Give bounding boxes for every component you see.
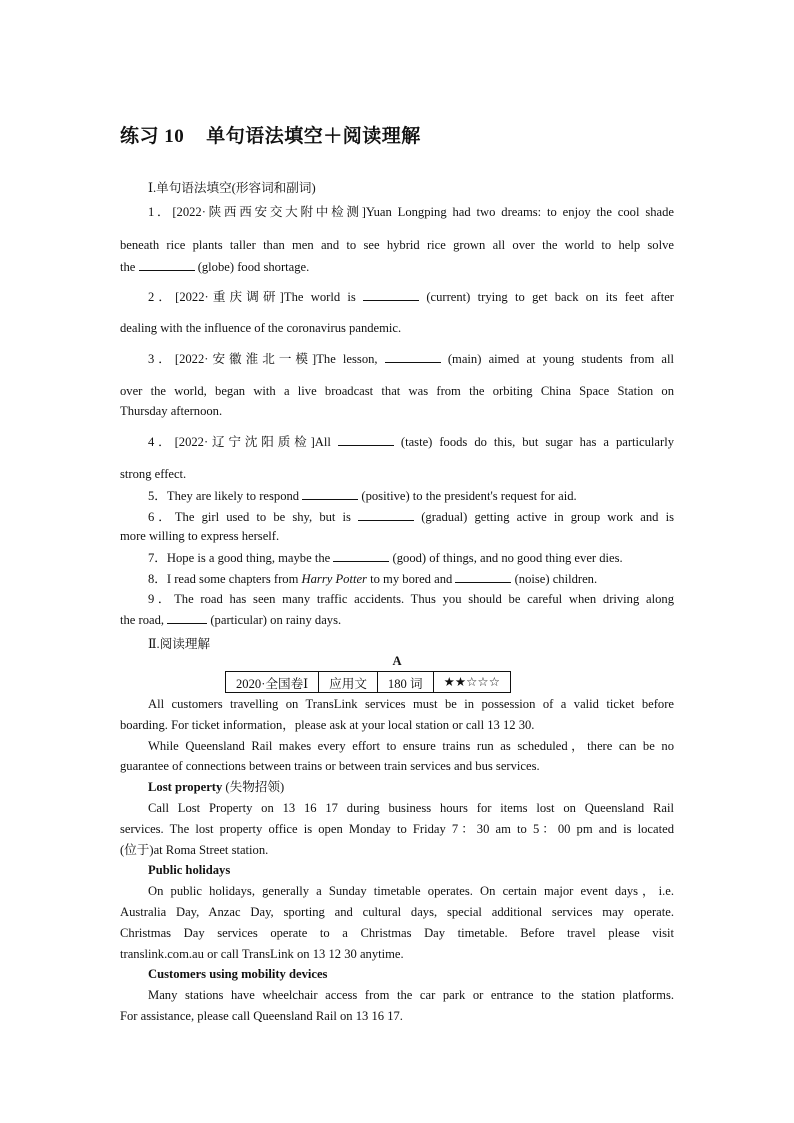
passage-p4-line2: Australia Day, Anzac Day, sporting and cultural days, special additional services may operate. [120,905,674,919]
q7-text-a: 7．Hope is a good thing, maybe the [148,551,334,565]
q8-blank[interactable] [455,571,511,583]
q9-blank[interactable] [167,612,207,624]
q9-text-a: the road, [120,613,168,627]
q9-text-b: (particular) on rainy days. [207,613,342,627]
q8-line [120,571,674,587]
heading-lost-property-en: Lost property [148,780,223,794]
q7-text-b: (good) of things, and no good thing ever dies. [389,551,623,565]
q1-text-b: (globe) food shortage. [194,260,310,274]
passage-p5-line1: Many stations have wheelchair access from the car park or entrance to the station platforms. [148,988,674,1002]
q2-blank[interactable] [363,289,419,301]
q2-text-b: (current) trying to get back on its feet after [419,290,675,304]
heading-lost-property [120,780,674,795]
passage-p4-line3: Christmas Day services operate to a Christmas Day timetable. Before travel please visit [120,926,674,940]
q1-text-a: the [120,260,139,274]
exercise-number: 练习 10 [120,126,185,147]
passage-p3-line1: Call Lost Property on 13 16 17 during business hours for items lost on Queensland Rail [148,801,674,815]
q6-text-a: 6．The girl used to be shy, but is [148,510,359,524]
q7-blank[interactable] [333,550,389,562]
passage-p2-line1: While Queensland Rail makes every effort to ensure trains run as scheduled，there can be no [148,739,674,753]
q4-line2: strong effect. [120,467,187,481]
section-heading-grammar: Ⅰ.单句语法填空(形容词和副词) [148,181,316,195]
meta-genre: 应用文 [319,672,378,693]
heading-mobility: Customers using mobility devices [148,967,328,981]
q2-text-a: 2．[2022·重庆调研]The world is [148,290,364,304]
passage-p5-line2: For assistance, please call Queensland Rail on 13 16 17. [120,1009,403,1023]
exercise-title: 单句语法填空＋阅读理解 [206,126,421,147]
q6-blank[interactable] [358,509,414,521]
q4-blank[interactable] [338,434,394,446]
q1-blank[interactable] [139,259,195,271]
heading-lost-property-cn: (失物招领) [222,780,285,794]
q6-text-b: (gradual) getting active in group work and is [414,510,674,524]
q8-text-a: 8．I read some chapters from [148,572,302,586]
q1-line1: 1．[2022·陕西西安交大附中检测]Yuan Longping had two dreams: to enjoy the cool shade [148,205,674,219]
q4-text-a: 4．[2022·辽宁沈阳质检]All [148,435,338,449]
q3-line1 [120,351,674,367]
passage-p1-line2: boarding. For ticket information，please ask at your local station or call 13 12 30. [120,718,535,732]
q5-blank[interactable] [302,488,358,500]
passage-p4-line4: translink.com.au or call TransLink on 13 12 30 anytime. [120,947,404,961]
q9-line1: 9．The road has seen many traffic accidents. Thus you should be careful when driving along [148,592,674,606]
meta-difficulty: ★★☆☆☆ [433,672,510,693]
q6-line2: more willing to express herself. [120,529,280,543]
meta-source: 2020·全国卷Ⅰ [226,672,319,693]
q3-line2: over the world, began with a live broadcast that was from the orbiting China Space Station on [120,384,674,398]
passage-meta-table [225,671,511,693]
q1-line3 [120,259,674,275]
q5-text-b: (positive) to the president's request for aid. [358,489,577,503]
q3-blank[interactable] [385,351,441,363]
passage-p4-line1: On public holidays, generally a Sunday timetable operates. On certain major event days，i.e. [148,884,674,898]
q2-line2: dealing with the influence of the coronavirus pandemic. [120,321,402,335]
q5-line [120,488,674,504]
passage-p1-line1: All customers travelling on TransLink services must be in possession of a valid ticket before [148,697,674,711]
heading-public-holidays: Public holidays [148,863,231,877]
q4-text-b: (taste) foods do this, but sugar has a particularly [393,435,674,449]
q9-line2 [120,612,674,628]
q8-text-c: (noise) children. [511,572,598,586]
q3-text-b: (main) aimed at young students from all [440,352,674,366]
section-heading-reading: Ⅱ.阅读理解 [148,637,211,651]
meta-wordcount: 180 词 [377,672,433,693]
q5-text-a: 5．They are likely to respond [148,489,303,503]
passage-label: A [392,654,402,668]
q2-line1 [120,289,674,305]
q8-text-b: to my bored and [366,572,456,586]
q4-line1 [120,434,674,450]
page-title [120,121,421,148]
q3-line3: Thursday afternoon. [120,404,223,418]
passage-p2-line2: guarantee of connections between trains or between train services and bus services. [120,759,540,773]
q6-line1 [120,509,674,525]
q7-line [120,550,674,566]
passage-p3-line2: services. The lost property office is open Monday to Friday 7：30 am to 5：00 pm and is located [120,822,674,836]
q1-line2: beneath rice plants taller than men and to see hybrid rice grown all over the world to help solve [120,238,674,252]
q3-text-a: 3．[2022·安徽淮北一模]The lesson, [148,352,385,366]
q8-book-title: Harry Potter [301,572,367,586]
passage-p3-line3: (位于)at Roma Street station. [120,843,269,857]
